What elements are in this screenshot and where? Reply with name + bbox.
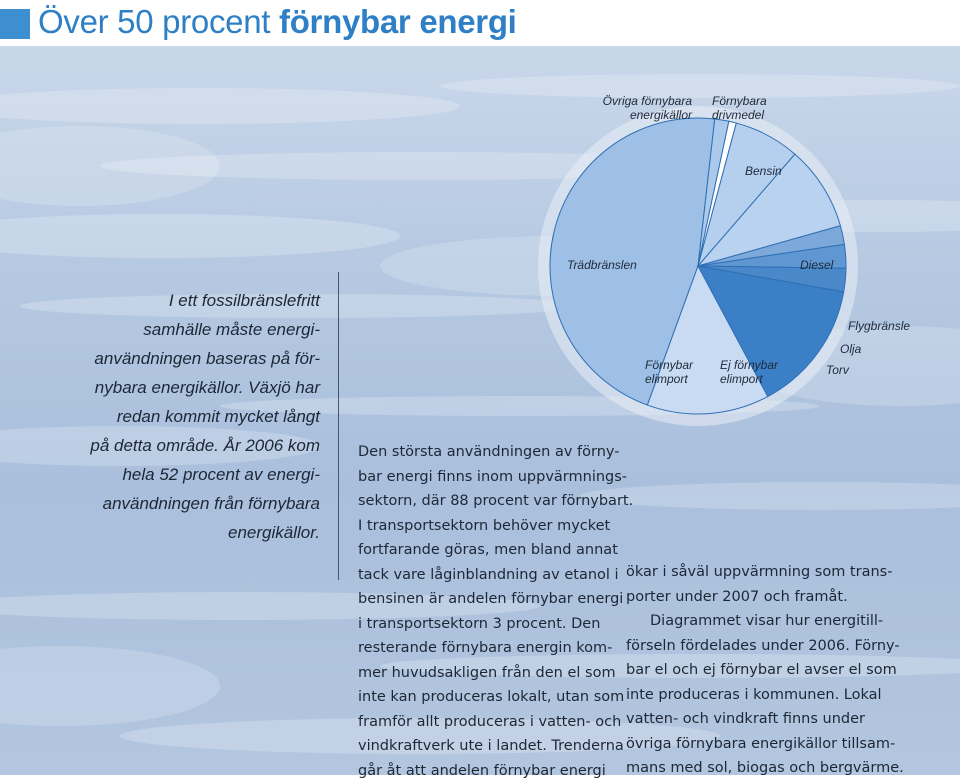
quote-line: I ett fossilbränslefritt xyxy=(0,286,320,315)
quote-line: redan kommit mycket långt xyxy=(0,402,320,431)
label-fornybar-el: Förnybar elimport xyxy=(645,358,693,386)
body-line: Diagrammet visar hur energitill- xyxy=(626,609,904,634)
quote-line: samhälle måste energi- xyxy=(0,315,320,344)
label-ej-fornybar-el: Ej förnybar elimport xyxy=(720,358,778,386)
quote-line: användningen baseras på för- xyxy=(0,344,320,373)
label-diesel: Diesel xyxy=(800,258,833,272)
label-flyg: Flygbränsle xyxy=(848,319,910,333)
body-line: förseln fördelades under 2006. Förny- xyxy=(626,634,904,659)
body-line: ökar i såväl uppvärmning som trans- xyxy=(626,560,904,585)
body-line: tack vare låginblandning av etanol i xyxy=(358,563,633,588)
quote-line: på detta område. År 2006 kom xyxy=(0,431,320,460)
body-line: I transportsektorn behöver mycket xyxy=(358,514,633,539)
body-line: framför allt produceras i vatten- och xyxy=(358,710,633,735)
quote-divider xyxy=(338,272,339,580)
quote-line: användningen från förnybara xyxy=(0,489,320,518)
body-line: i transportsektorn 3 procent. Den xyxy=(358,612,633,637)
quote-line: hela 52 procent av energi- xyxy=(0,460,320,489)
body-line: Den största användningen av förny- xyxy=(358,440,633,465)
body-line: mans med sol, biogas och bergvärme. xyxy=(626,756,904,781)
title-plain: Över 50 procent xyxy=(38,3,270,40)
body-line: vatten- och vindkraft finns under xyxy=(626,707,904,732)
body-line: övriga förnybara energikällor tillsam- xyxy=(626,732,904,757)
body-line: fortfarande göras, men bland annat xyxy=(358,538,633,563)
body-column-2 xyxy=(626,560,904,781)
body-column-1 xyxy=(358,440,633,783)
body-line: resterande förnybara energin kom- xyxy=(358,636,633,661)
label-drivmedel: Förnybara drivmedel xyxy=(712,94,767,122)
title-bold: förnybar energi xyxy=(279,3,517,40)
quote-line: nybara energikällor. Växjö har xyxy=(0,373,320,402)
label-torv: Torv xyxy=(826,363,849,377)
body-line: mer huvudsakligen från den el som xyxy=(358,661,633,686)
body-line: vindkraftverk ute i landet. Trenderna xyxy=(358,734,633,759)
body-line: inte produceras i kommunen. Lokal xyxy=(626,683,904,708)
body-line: bar el och ej förnybar el avser el som xyxy=(626,658,904,683)
body-line: inte kan produceras lokalt, utan som xyxy=(358,685,633,710)
label-olja: Olja xyxy=(840,342,861,356)
body-line: går åt att andelen förnybar energi xyxy=(358,759,633,783)
label-bensin: Bensin xyxy=(745,164,782,178)
pull-quote xyxy=(0,286,320,547)
label-ovriga: Övriga förnybara energikällor xyxy=(596,94,692,122)
body-line: bar energi finns inom uppvärmnings- xyxy=(358,465,633,490)
body-line: porter under 2007 och framåt. xyxy=(626,585,904,610)
body-line: sektorn, där 88 procent var förnybart. xyxy=(358,489,633,514)
label-tradbransle: Trädbränslen xyxy=(567,258,637,272)
quote-line: energikällor. xyxy=(0,518,320,547)
body-line: bensinen är andelen förnybar energi xyxy=(358,587,633,612)
